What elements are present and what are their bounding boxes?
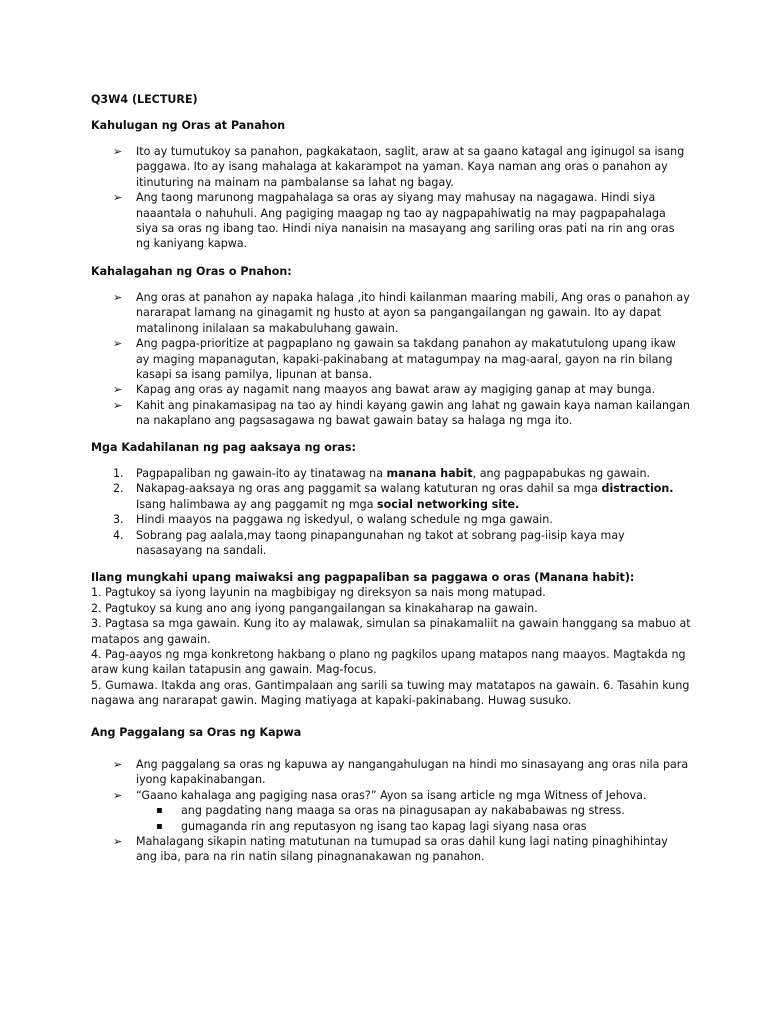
- arrow-bullet-icon: ➢: [113, 337, 123, 351]
- manana-habit-term: manana habit: [386, 467, 473, 480]
- section-heading-kahalagahan: Kahalagahan ng Oras o Pnahon:: [91, 265, 292, 278]
- square-bullet-icon: ▪: [156, 820, 163, 832]
- list-item: ➢ Kahit ang pinakamasipag na tao ay hindi kayang gawin ang lahat ng gawain kaya naman kailangan na nakaplano ang pagsasagawa ng bawat gawain batay sa halaga ng mga ito.: [113, 398, 690, 428]
- section-heading-paggalang: Ang Paggalang sa Oras ng Kapwa: [91, 726, 302, 739]
- mungkahi-section: [91, 570, 691, 709]
- kahalagahan-list: [91, 290, 691, 429]
- list-item: 2. Nakapag-aaksaya ng oras ang paggamit sa walang katuturan ng oras dahil sa mga distraction. Isang halimbawa ay ang paggamit ng mga social networking site.: [113, 482, 674, 511]
- arrow-bullet-icon: ➢: [113, 758, 123, 771]
- kadahilanan-list: [91, 466, 691, 558]
- sub-list-item: ▪ gumaganda rin ang reputasyon ng isang tao kapag lagi siyang nasa oras: [156, 819, 587, 833]
- section-heading-mungkahi: Ilang mungkahi upang maiwaksi ang pagpapaliban sa paggawa o oras (Manana habit):: [91, 571, 635, 584]
- list-item: ➢ Ang oras at panahon ay napaka halaga ,ito hindi kailanman maaring mabili, Ang oras o panahon ay nararapat lamang na ginagamit ng husto at ayon sa pangangailangan ng gawain. Ito ay dapat matalinong inilalaan sa makabuluhang gawain.: [113, 291, 690, 335]
- arrow-bullet-icon: ➢: [113, 291, 123, 304]
- list-item: 4. Sobrang pag aalala,may taong pinapangunahan ng takot at sobrang pag-iisip kaya may nasasayang na sandali.: [113, 528, 625, 558]
- square-bullet-icon: ▪: [156, 805, 163, 817]
- sub-list-item: ▪ ang pagdating nang maaga sa oras na pinagusapan ay nakababawas ng stress.: [156, 804, 625, 818]
- arrow-bullet-icon: ➢: [113, 398, 123, 412]
- list-item: 3. Hindi maayos na paggawa ng iskedyul, o walang schedule ng mga gawain.: [113, 513, 553, 527]
- social-networking-term: social networking site.: [377, 497, 520, 511]
- list-item: ➢ Ang paggalang sa oras ng kapuwa ay nangangahulugan na hindi mo sinasayang ang oras nila para iyong kapakinabangan.: [113, 758, 689, 787]
- arrow-bullet-icon: ➢: [113, 383, 123, 397]
- arrow-bullet-icon: ➢: [113, 835, 123, 849]
- mungkahi-line-2: 2. Pagtukoy sa kung ano ang iyong pangangailangan sa kinakaharap na gawain.: [91, 601, 538, 615]
- list-item: 1. Pagpapaliban ng gawain-ito ay tinatawag na manana habit, ang pagpapabukas ng gawain.: [113, 467, 651, 480]
- list-item: ➢ Ito ay tumutukoy sa panahon, pagkakataon, saglit, araw at sa gaano katagal ang iginugol sa isang paggawa. Ito ay isang mahalaga at kakarampot na yaman. Kaya naman ang oras o panahon ay itinuturing na mainam na pambalanse sa lahat ng bagay.: [113, 145, 685, 189]
- section-heading-kahulugan: Kahulugan ng Oras at Panahon: [91, 119, 286, 132]
- list-item: ➢ “Gaano kahalaga ang pagiging nasa oras?” Ayon sa isang article ng mga Witness of Jehova.: [113, 788, 647, 802]
- distraction-term: distraction.: [601, 482, 674, 496]
- arrow-bullet-icon: ➢: [113, 788, 123, 802]
- mungkahi-line-4: 4. Pag-aayos ng mga konkretong hakbang o plano ng pagkilos upang matapos nang maayos. Magtakda ng araw kung kailan tatapusin ang gawain. Mag-focus.: [91, 648, 686, 677]
- mungkahi-line-5: 5. Gumawa. Itakda ang oras. Gantimpalaan ang sarili sa tuwing may matatapos na gawain. 6. Tasahin kung nagawa ang nararapat gawin. Maging matiyaga at kapaki-pakinabang. Huwag susuko.: [91, 678, 690, 708]
- mungkahi-line-3: 3. Pagtasa sa mga gawain. Kung ito ay malawak, simulan sa pinakamaliit na gawain hanggang sa mabuo at matapos ang gawain.: [91, 617, 691, 646]
- arrow-bullet-icon: ➢: [113, 191, 123, 205]
- document-code: Q3W4 (LECTURE): [91, 93, 198, 106]
- arrow-bullet-icon: ➢: [113, 145, 123, 158]
- kahulugan-list: [91, 144, 691, 252]
- list-item: ➢ Ang pagpa-prioritize at pagpaplano ng gawain sa takdang panahon ay makatutulong upang ikaw ay maging mapanagutan, kapaki-pakinabang at matagumpay na mag-aaral, gayon na rin bilang kasapi sa isang pamilya, lipunan at bansa.: [113, 337, 676, 382]
- mungkahi-line-1: 1. Pagtukoy sa iyong layunin na magbibigay ng direksyon sa nais mong matupad.: [91, 586, 546, 600]
- section-heading-kadahilanan: Mga Kadahilanan ng pag aaksaya ng oras:: [91, 441, 356, 454]
- list-item: ➢ Kapag ang oras ay nagamit nang maayos ang bawat araw ay magiging ganap at may bunga.: [113, 383, 656, 397]
- list-item: ➢ Mahalagang sikapin nating matutunan na tumupad sa oras dahil kung lagi nating pinaghihintay ang iba, para na rin natin silang pinagnanakawan ng panahon.: [113, 835, 668, 864]
- list-item: ➢ Ang taong marunong magpahalaga sa oras ay siyang may mahusay na nagagawa. Hindi siya naaantala o nahuhuli. Ang pagiging maagap ng tao ay nagpapahiwatig na may pagpapahalaga siya sa oras ng ibang tao. Hindi niya nanaisin na masayang ang sariling oras pati na rin ang oras ng kaniyang kapwa.: [113, 191, 675, 251]
- paggalang-list: [91, 757, 691, 865]
